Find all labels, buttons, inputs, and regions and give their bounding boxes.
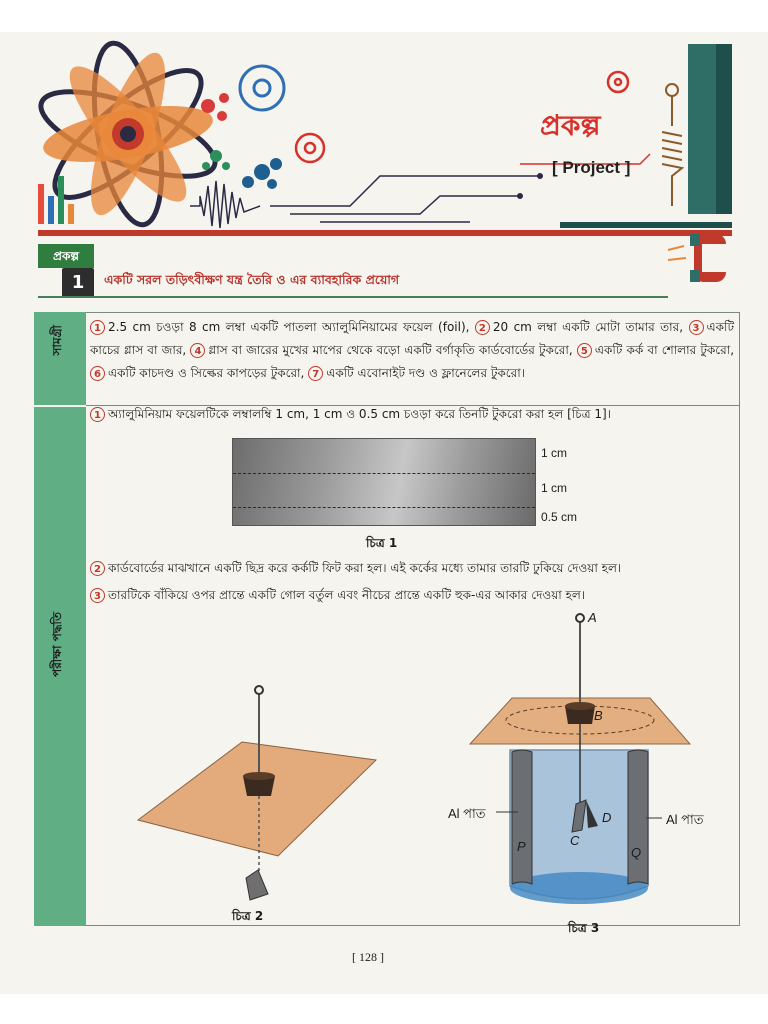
- spring-icon: [662, 84, 682, 206]
- header-rule: [38, 296, 668, 298]
- figure-3-drawing: [452, 612, 712, 924]
- dim-label: 1 cm: [541, 481, 568, 495]
- material-item: 7 একটি এবোনাইট দণ্ড ও ফ্লানেলের টুকরো।: [308, 366, 525, 380]
- al-plate-left-label: Al পাত: [448, 806, 486, 821]
- dim-label: 1 cm: [541, 446, 568, 460]
- magnet-icon: [664, 228, 734, 288]
- project-tag: প্রকল্প: [38, 244, 94, 268]
- figure-2-drawing: [130, 680, 390, 920]
- project-banner-art: [0, 36, 768, 242]
- materials-label: সামগ্রী: [50, 325, 64, 356]
- gear-icon: [240, 66, 284, 110]
- material-item: 5 একটি কর্ক বা শোলার টুকরো,: [577, 343, 734, 357]
- aluminium-foil-figure: [232, 438, 536, 526]
- plate-q-label: Q: [631, 845, 642, 860]
- point-c-label: C: [570, 833, 580, 848]
- materials-list: [90, 316, 734, 385]
- figure-1-caption: চিত্র 1: [366, 536, 398, 550]
- page-number: [ 128 ]: [352, 950, 384, 964]
- sidebar-divider: [34, 405, 86, 407]
- figure-2-caption: চিত্র 2: [232, 909, 264, 923]
- dim-label: 0.5 cm: [541, 510, 578, 524]
- material-item: 4 গ্লাস বা জারের মুখের মাপের থেকে বড়ো একটি বর্গাকৃতি কার্ডবোর্ডের টুকরো,: [190, 343, 572, 357]
- material-item: 6 একটি কাচদণ্ড ও সিল্কের কাপড়ের টুকরো,: [90, 366, 304, 380]
- material-item: 3 একটি কাচের গ্লাস বা জার,: [90, 320, 734, 357]
- procedure-step: 3 তারটিকে বাঁকিয়ে ওপর প্রান্তে একটি গোল বর্তুল এবং নীচের প্রান্তে একটি হুক-এর আকার দেওয়া হল।: [90, 586, 734, 604]
- figure-3-caption: চিত্র 3: [568, 921, 600, 935]
- project-headline: একটি সরল তড়িৎবীক্ষণ যন্ত্র তৈরি ও এর ব্যাবহারিক প্রয়োগ: [104, 272, 400, 287]
- procedure-step: 1 অ্যালুমিনিয়াম ফয়েলটিকে লম্বালম্বি 1 cm, 1 cm ও 0.5 cm চওড়া করে তিনটি টুকরো করা হল [চিত্র 1]।: [90, 405, 734, 423]
- procedure-step: 2 কার্ডবোর্ডের মাঝখানে একটি ছিদ্র করে কর্কটি ফিট করা হল। এই কর্কের মধ্যে তামার তারটি ঢুকিয়ে দেওয়া হল।: [90, 559, 734, 577]
- banner-subtitle: [ Project ]: [552, 158, 631, 177]
- scan-bottom-margin: [0, 994, 768, 1024]
- material-item: 1 2.5 cm চওড়া 8 cm লম্বা একটি পাতলা অ্যালুমিনিয়ামের ফয়েল (foil),: [90, 320, 469, 334]
- plate-p-label: P: [517, 839, 526, 854]
- point-d-label: D: [602, 810, 612, 825]
- project-number: 1: [62, 268, 94, 298]
- procedure-label: পরীক্ষা পদ্ধতি: [50, 612, 64, 677]
- material-item: 2 20 cm লম্বা একটি মোটা তামার তার,: [475, 320, 683, 334]
- waveform-icon: [190, 181, 260, 228]
- scan-top-margin: [0, 0, 768, 32]
- al-plate-right-label: Al পাত: [666, 812, 704, 827]
- banner-title: প্রকল্প: [540, 109, 601, 142]
- point-b-label: B: [594, 708, 603, 723]
- point-a-label: A: [588, 610, 597, 625]
